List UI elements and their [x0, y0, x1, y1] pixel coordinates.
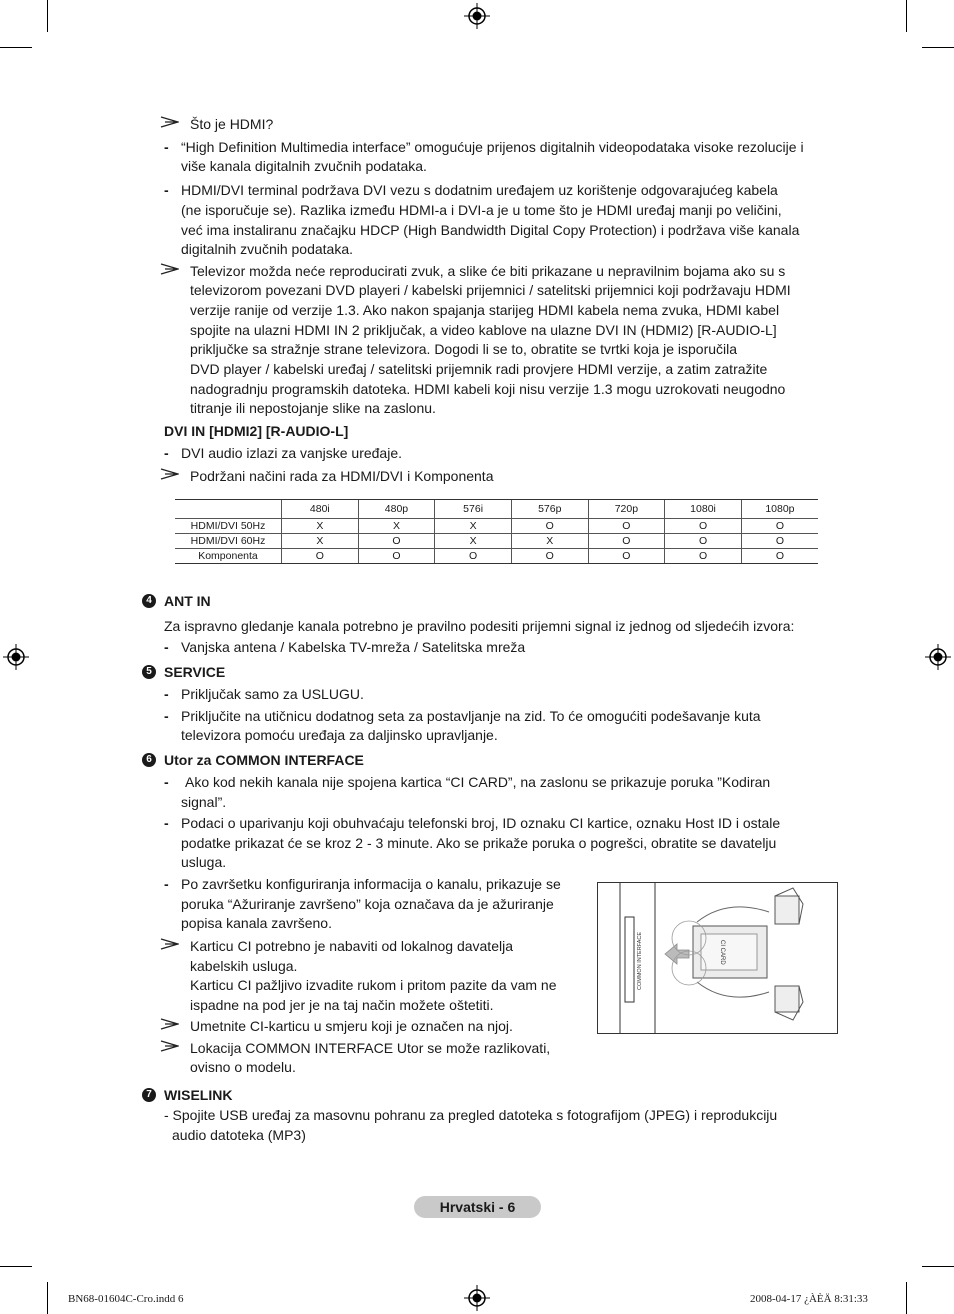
hdmi-note-line-4: spojite na ulazni HDMI IN 2 priključak, a video kablove na ulazne DVI IN (HDMI2) [R-AUDIO-L]: [190, 322, 777, 338]
dvi-heading: DVI IN [HDMI2] [R-AUDIO-L]: [164, 423, 349, 439]
table-cell: O: [665, 549, 742, 564]
table-cell: O: [741, 519, 818, 534]
dvi-bullet: DVI audio izlazi za vanjske uređaje.: [181, 445, 403, 461]
table-cell: O: [588, 534, 665, 549]
service-bullet-2-line-2: televizora pomoću uređaja za daljinsko upravljanje.: [181, 727, 498, 743]
wiselink-paragraph-line-1: - Spojite USB uređaj za masovnu pohranu za pregled datoteka s fotografijom (JPEG) i reprodukciju: [164, 1107, 778, 1123]
bullet-dash: -: [164, 774, 169, 790]
ci-bullet-2-line-2: podatke prikazat će se kroz 2 - 3 minute. Ako se prikaže poruka o pogrešci, obratite se davatelju: [181, 835, 777, 851]
ant-heading: ANT IN: [164, 593, 211, 609]
table-cell: X: [435, 534, 512, 549]
crop-mark: [0, 1266, 32, 1267]
bullet-dash: -: [164, 445, 169, 461]
wiselink-paragraph-line-2: audio datoteka (MP3): [172, 1127, 306, 1143]
ci-bullet-1-line-1: Ako kod nekih kanala nije spojena kartica “CI CARD”, na zaslonu se prikazuje poruka ”Kodiran: [185, 774, 771, 790]
hdmi-note-line-7: nadogradnju programskih datoteka. HDMI kabeli koji nisu verzije 1.3 mogu uzrokovati neugodno: [190, 381, 786, 397]
figure-slot-label: COMMON INTERFACE: [637, 931, 643, 990]
ci-note-3-line-2: ovisno o modelu.: [190, 1059, 296, 1075]
table-cell: HDMI/DVI 50Hz: [175, 519, 282, 534]
ci-note-1-line-2: kabelskih usluga.: [190, 958, 298, 974]
table-cell: O: [511, 519, 588, 534]
table-header-cell: 1080p: [741, 500, 818, 519]
ci-note-1-line-1: Karticu CI potrebno je nabaviti od lokalnog davatelja: [190, 938, 513, 954]
table-cell: O: [358, 549, 435, 564]
table-row: [175, 549, 818, 564]
print-file-info: BN68-01604C-Cro.indd 6: [68, 1293, 184, 1305]
registration-target-icon: [464, 3, 490, 29]
table-cell: O: [588, 519, 665, 534]
table-cell: O: [282, 549, 359, 564]
crop-mark: [47, 1282, 48, 1314]
table-header-cell: 480p: [358, 500, 435, 519]
note-arrow-icon: [160, 263, 179, 275]
table-header-cell: 480i: [282, 500, 359, 519]
table-cell: O: [741, 549, 818, 564]
wiselink-heading: WISELINK: [164, 1087, 233, 1103]
section-number-badge: 6: [142, 753, 156, 767]
table-cell: X: [358, 519, 435, 534]
crop-mark: [47, 0, 48, 32]
crop-mark: [906, 0, 907, 32]
crop-mark: [922, 47, 954, 48]
table-header-cell: 1080i: [665, 500, 742, 519]
ci-bullet-1-line-2: signal”.: [181, 794, 227, 810]
bullet-dash: -: [164, 815, 169, 831]
hdmi-note-line-3: verzije ranije od verzije 1.3. Ako nakon spajanja starijeg HDMI kabela nema zvuka, HDMI kabel: [190, 302, 780, 318]
ci-note-2: Umetnite CI-karticu u smjeru koji je označen na njoj.: [190, 1018, 513, 1034]
table-row: [175, 519, 818, 534]
print-timestamp: 2008-04-17 ¿ÀÈÄ 8:31:33: [750, 1293, 868, 1305]
figure-card-label: CI CARD: [719, 940, 725, 965]
table-header-cell: [175, 500, 282, 519]
hdmi-bullet-2-line-4: digitalnih zvučnih podataka.: [181, 241, 354, 257]
section-number-badge: 7: [142, 1088, 156, 1102]
page-number-pill: Hrvatski - 6: [414, 1196, 541, 1218]
table-cell: Komponenta: [175, 549, 282, 564]
ci-bullet-2-line-3: usluga.: [181, 854, 227, 870]
bullet-dash: -: [164, 182, 169, 198]
bullet-dash: -: [164, 708, 169, 724]
registration-target-icon: [464, 1285, 490, 1311]
table-cell: X: [511, 534, 588, 549]
hdmi-bullet-1-line-1: “High Definition Multimedia interface” omogućuje prijenos digitalnih videopodataka visoke rezolucije i: [181, 139, 804, 155]
note-arrow-icon: [160, 1018, 179, 1030]
hdmi-note-line-8: titranje ili nepostojanje slike na zaslonu.: [190, 400, 436, 416]
bullet-dash: -: [164, 686, 169, 702]
hdmi-bullet-1-line-2: više kanala digitalnih zvučnih podataka.: [181, 158, 427, 174]
crop-mark: [906, 1282, 907, 1314]
hdmi-note-line-2: televizorom povezani DVD playeri / kabelski prijemnici / satelitski prijemnici koji podržavaju HDMI: [190, 282, 791, 298]
dvi-note: Podržani načini rada za HDMI/DVI i Komponenta: [190, 468, 494, 484]
bullet-dash: -: [164, 639, 169, 655]
section-number-badge: 4: [142, 594, 156, 608]
ci-bullet-2-line-1: Podaci o uparivanju koji obuhvaćaju telefonski broj, ID oznaku CI kartice, oznaku Host ID i ostale: [181, 815, 781, 831]
bullet-dash: -: [164, 876, 169, 892]
ci-heading: Utor za COMMON INTERFACE: [164, 752, 364, 768]
table-cell: O: [665, 519, 742, 534]
crop-mark: [922, 1266, 954, 1267]
hdmi-bullet-2-line-1: HDMI/DVI terminal podržava DVI vezu s dodatnim uređajem uz korištenje odgovarajućeg kabela: [181, 182, 778, 198]
hdmi-note-line-1: Televizor možda neće reproducirati zvuk, a slike će biti prikazane u nepravilnim bojama ako su s: [190, 263, 786, 279]
table-cell: O: [665, 534, 742, 549]
table-cell: X: [282, 519, 359, 534]
table-cell: X: [435, 519, 512, 534]
service-bullet-2-line-1: Priključite na utičnicu dodatnog seta za postavljanje na zid. To će omogućiti podešavanje kuta: [181, 708, 761, 724]
table-header-cell: 576i: [435, 500, 512, 519]
table-header-cell: 576p: [511, 500, 588, 519]
ci-card-insertion-figure: [597, 882, 838, 1034]
ant-bullet: Vanjska antena / Kabelska TV-mreža / Satelitska mreža: [181, 639, 526, 655]
supported-modes-table: [175, 499, 818, 564]
note-arrow-icon: [160, 116, 179, 128]
table-header-cell: 720p: [588, 500, 665, 519]
registration-target-icon: [925, 644, 951, 670]
ci-note-1-line-3: Karticu CI pažljivo izvadite rukom i pritom pazite da vam ne: [190, 977, 557, 993]
section-number-badge: 5: [142, 665, 156, 679]
service-heading: SERVICE: [164, 664, 226, 680]
table-header-row: [175, 500, 818, 519]
table-cell: HDMI/DVI 60Hz: [175, 534, 282, 549]
table-cell: O: [588, 549, 665, 564]
table-cell: O: [741, 534, 818, 549]
ci-note-3-line-1: Lokacija COMMON INTERFACE Utor se može razlikovati,: [190, 1040, 551, 1056]
hdmi-bullet-2-line-3: već ima instaliranu značajku HDCP (High Bandwidth Digital Copy Protection) i podržava više kanala: [181, 222, 800, 238]
table-row: [175, 534, 818, 549]
registration-target-icon: [3, 644, 29, 670]
hdmi-note-line-5: priključke sa stražnje strane televizora. Dogodi li se to, obratite se tvrtki koja je isporučila: [190, 341, 738, 357]
ci-bullet-3-line-1: Po završetku konfiguriranja informacija o kanalu, prikazuje se: [181, 876, 561, 892]
table-cell: O: [511, 549, 588, 564]
hdmi-note-line-6: DVD player / kabelski uređaj / satelitski prijemnik radi provjere HDMI verzije, a zatim zatražite: [190, 361, 768, 377]
crop-mark: [0, 47, 32, 48]
hdmi-bullet-2-line-2: (ne isporučuje se). Razlika između HDMI-a i DVI-a je u tome što je HDMI uređaj manji po veličini,: [181, 202, 782, 218]
ci-bullet-3-line-2: poruka “Ažuriranje završeno” koja označava da je ažuriranje: [181, 896, 554, 912]
ant-paragraph: Za ispravno gledanje kanala potrebno je pravilno podesiti prijemni signal iz jednog od sljedećih izvora:: [164, 618, 795, 634]
ci-note-1-line-4: ispadne na pod jer je na taj način možete oštetiti.: [190, 997, 494, 1013]
note-arrow-icon: [160, 468, 179, 480]
hdmi-heading: Što je HDMI?: [190, 116, 274, 132]
ci-bullet-3-line-3: popisa kanala završeno.: [181, 915, 332, 931]
table-cell: O: [435, 549, 512, 564]
note-arrow-icon: [160, 1040, 179, 1052]
table-cell: O: [358, 534, 435, 549]
note-arrow-icon: [160, 938, 179, 950]
bullet-dash: -: [164, 139, 169, 155]
service-bullet-1: Priključak samo za USLUGU.: [181, 686, 364, 702]
table-cell: X: [282, 534, 359, 549]
